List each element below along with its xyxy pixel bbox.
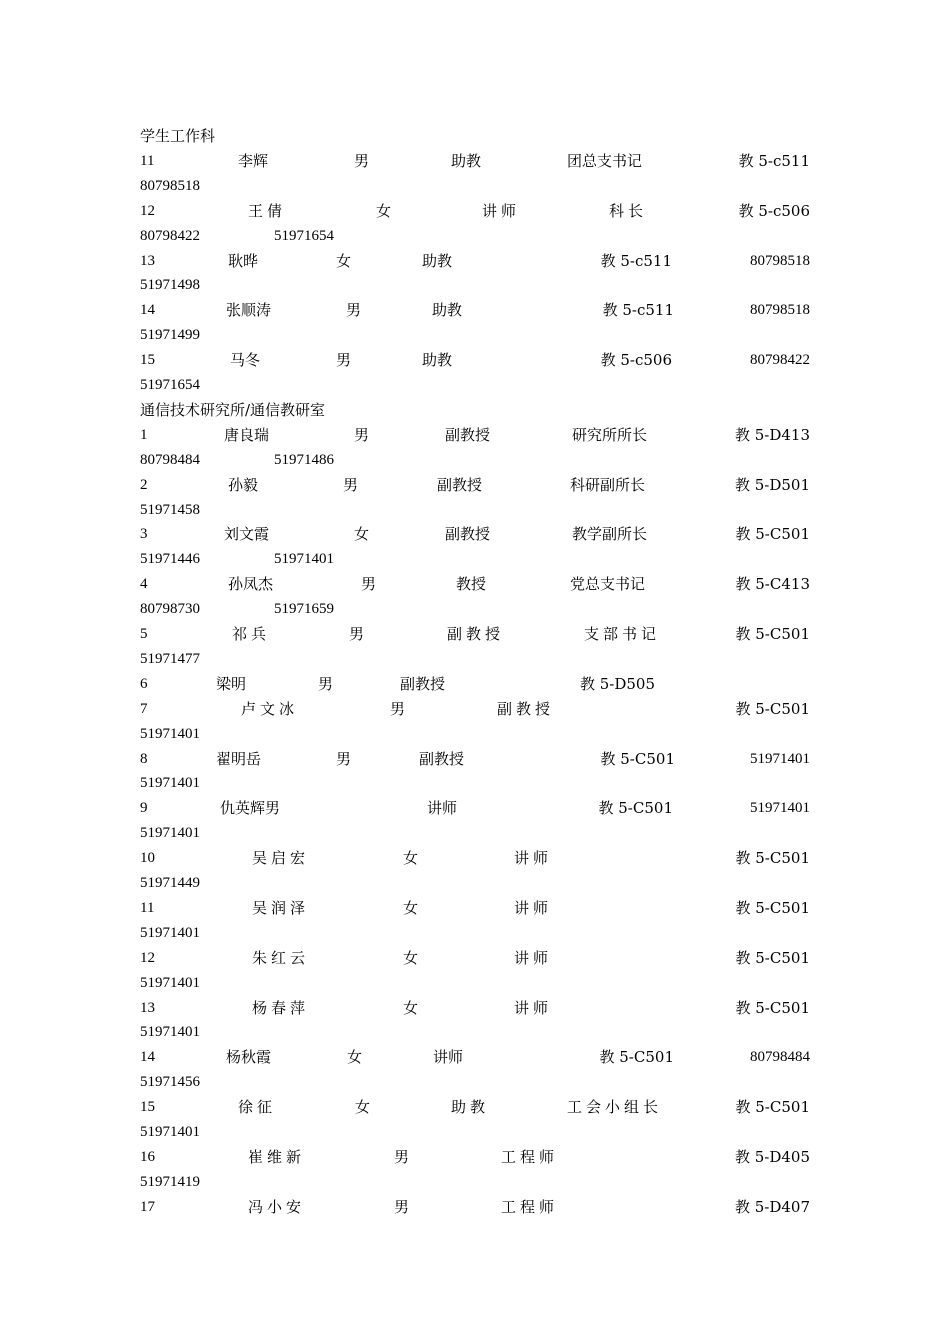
office-room: 教 5-c506 <box>600 351 672 370</box>
office-room: 教 5-c511 <box>738 151 810 170</box>
row-number: 7 <box>140 700 148 717</box>
job-title: 讲师 <box>514 948 553 967</box>
job-title: 副教授 <box>447 625 505 643</box>
row-number: 8 <box>140 750 148 767</box>
job-title: 副教授 <box>419 749 465 768</box>
office-room: 教 5-D501 <box>734 475 810 494</box>
row-number: 3 <box>140 526 148 543</box>
job-title: 副教授 <box>445 525 491 544</box>
phone-number: 51971486 <box>274 451 334 468</box>
job-title: 助教 <box>451 1098 490 1117</box>
phone-number: 51971458 <box>140 501 200 518</box>
gender: 女 <box>347 1048 363 1067</box>
job-title: 工程师 <box>501 1147 559 1166</box>
gender: 男 <box>394 1147 410 1166</box>
office-room: 教 5-D505 <box>579 674 655 693</box>
office-room: 教 5-C501 <box>735 699 810 718</box>
row-number: 5 <box>140 626 148 642</box>
gender: 男 <box>390 699 406 718</box>
row-number: 15 <box>140 352 155 369</box>
job-title: 讲师 <box>514 898 553 917</box>
phone-number: 51971477 <box>140 650 200 667</box>
phone-number: 51971401 <box>140 825 200 842</box>
job-title: 讲师 <box>427 799 458 818</box>
phone-number: 80798518 <box>750 302 810 319</box>
phone-number: 51971401 <box>750 800 810 817</box>
office-room: 教 5-c506 <box>738 201 810 220</box>
phone-number: 51971654 <box>140 377 200 393</box>
row-number: 14 <box>140 302 155 319</box>
person-name: 孙凤杰 <box>228 575 274 594</box>
phone-number: 80798518 <box>750 252 810 269</box>
job-title: 工程师 <box>501 1197 559 1216</box>
row-number: 14 <box>140 1049 155 1066</box>
person-name: 吴润泽 <box>252 898 310 917</box>
phone-number: 80798484 <box>750 1049 810 1066</box>
job-title: 教授 <box>456 575 487 594</box>
position: 团总支书记 <box>567 151 643 170</box>
gender: 女 <box>336 251 352 270</box>
office-room: 教 5-D405 <box>734 1147 810 1166</box>
person-name: 王倩 <box>248 201 287 220</box>
office-room: 教 5-C501 <box>735 625 810 643</box>
gender: 男 <box>343 475 359 494</box>
person-name: 吴启宏 <box>252 849 310 868</box>
gender: 女 <box>376 201 392 220</box>
position: 教学副所长 <box>572 525 648 544</box>
gender: 男 <box>336 351 352 370</box>
office-room: 教 5-c511 <box>602 301 674 320</box>
job-title: 副教授 <box>445 425 491 444</box>
gender: 男 <box>318 674 334 693</box>
row-number: 11 <box>140 899 155 916</box>
gender: 女 <box>355 1098 371 1117</box>
section-heading: 学生工作科 <box>140 127 216 145</box>
person-name: 崔维新 <box>248 1147 306 1166</box>
job-title: 讲师 <box>514 998 553 1017</box>
phone-number: 51971401 <box>274 551 334 568</box>
phone-number: 51971401 <box>140 725 200 742</box>
row-number: 15 <box>140 1099 155 1116</box>
row-number: 9 <box>140 800 148 817</box>
phone-number: 51971419 <box>140 1173 200 1190</box>
gender: 男 <box>354 425 370 444</box>
phone-number: 51971446 <box>140 551 200 568</box>
job-title: 副教授 <box>400 674 446 693</box>
job-title: 副教授 <box>437 475 483 494</box>
person-name: 刘文霞 <box>224 525 270 544</box>
office-room: 教 5-C501 <box>735 948 810 967</box>
row-number: 4 <box>140 576 148 593</box>
person-name: 翟明岳 <box>216 749 262 768</box>
office-room: 教 5-C501 <box>735 849 810 868</box>
person-name: 孙毅 <box>228 475 259 494</box>
row-number: 10 <box>140 850 155 867</box>
job-title: 讲师 <box>514 849 553 868</box>
row-number: 12 <box>140 202 155 219</box>
phone-number: 51971456 <box>140 1074 200 1091</box>
row-number: 11 <box>140 152 155 169</box>
person-name: 杨秋霞 <box>226 1048 272 1067</box>
phone-number: 80798518 <box>140 177 200 194</box>
person-name: 卢文冰 <box>241 699 299 718</box>
office-room: 教 5-C501 <box>599 1048 674 1067</box>
person-name: 祁兵 <box>232 625 271 643</box>
phone-number: 51971401 <box>140 1124 200 1140</box>
position: 支部书记 <box>584 625 661 643</box>
phone-number: 51971499 <box>140 327 200 344</box>
gender: 女 <box>403 998 419 1017</box>
gender: 男 <box>349 625 365 643</box>
section-heading: 通信技术研究所/通信教研室 <box>140 400 326 419</box>
gender: 男 <box>336 749 352 768</box>
phone-number: 80798422 <box>750 352 810 369</box>
phone-number: 80798422 <box>140 227 200 244</box>
gender: 男 <box>346 301 362 320</box>
row-number: 6 <box>140 675 148 692</box>
gender: 男 <box>361 575 377 594</box>
gender: 女 <box>403 849 419 868</box>
person-name: 朱红云 <box>252 948 310 967</box>
gender: 男 <box>354 151 370 170</box>
person-name: 徐征 <box>238 1098 277 1117</box>
person-name: 冯小安 <box>248 1197 306 1216</box>
phone-number: 51971401 <box>140 924 200 941</box>
phone-number: 51971401 <box>750 750 810 767</box>
job-title: 讲师 <box>482 201 521 220</box>
person-name: 仇英辉男 <box>220 799 281 818</box>
gender: 女 <box>403 898 419 917</box>
phone-number: 51971401 <box>140 1024 200 1041</box>
job-title: 助教 <box>451 151 482 170</box>
phone-number: 51971659 <box>274 601 334 618</box>
phone-number: 51971498 <box>140 277 200 294</box>
row-number: 2 <box>140 476 148 493</box>
position: 研究所所长 <box>572 425 648 444</box>
job-title: 讲师 <box>433 1048 464 1067</box>
office-room: 教 5-C501 <box>735 1098 810 1117</box>
office-room: 教 5-c511 <box>600 251 672 270</box>
office-room: 教 5-D413 <box>734 425 810 444</box>
row-number: 13 <box>140 252 155 269</box>
job-title: 助教 <box>422 351 453 370</box>
person-name: 唐良瑞 <box>224 425 270 444</box>
office-room: 教 5-C501 <box>735 525 810 544</box>
phone-number: 51971401 <box>140 974 200 991</box>
position: 科长 <box>609 201 648 220</box>
job-title: 助教 <box>422 251 453 270</box>
phone-number: 80798730 <box>140 601 200 618</box>
phone-number: 51971654 <box>274 227 334 244</box>
office-room: 教 5-D407 <box>734 1197 810 1216</box>
phone-number: 80798484 <box>140 451 200 468</box>
person-name: 梁明 <box>216 674 247 693</box>
row-number: 12 <box>140 949 155 966</box>
position: 党总支书记 <box>570 575 646 594</box>
person-name: 李辉 <box>238 151 269 170</box>
office-room: 教 5-C501 <box>735 898 810 917</box>
person-name: 张顺涛 <box>226 301 272 320</box>
gender: 女 <box>403 948 419 967</box>
gender: 男 <box>394 1197 410 1216</box>
office-room: 教 5-C501 <box>600 749 675 768</box>
person-name: 耿晔 <box>228 251 259 270</box>
gender: 女 <box>354 525 370 544</box>
phone-number: 51971401 <box>140 775 200 792</box>
row-number: 16 <box>140 1148 155 1165</box>
row-number: 13 <box>140 999 155 1016</box>
job-title: 副教授 <box>497 699 555 718</box>
office-room: 教 5-C501 <box>735 998 810 1017</box>
row-number: 17 <box>140 1198 155 1215</box>
position: 工会小组长 <box>567 1098 663 1117</box>
row-number: 1 <box>140 426 148 443</box>
position: 科研副所长 <box>570 475 646 494</box>
office-room: 教 5-C501 <box>598 799 673 818</box>
job-title: 助教 <box>432 301 463 320</box>
office-room: 教 5-C413 <box>735 575 810 594</box>
phone-number: 51971449 <box>140 875 200 891</box>
person-name: 马冬 <box>230 351 261 370</box>
person-name: 杨春萍 <box>252 998 310 1017</box>
